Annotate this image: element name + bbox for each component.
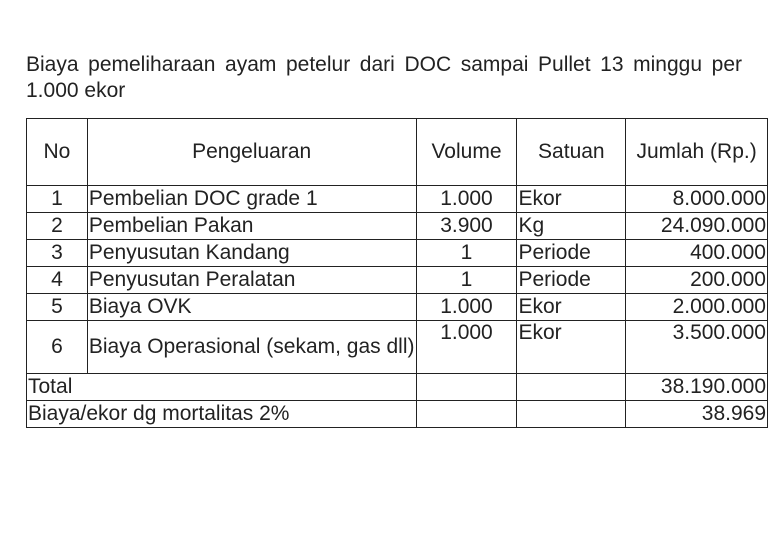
empty-cell [416, 401, 517, 428]
total-jumlah: 38.190.000 [626, 374, 768, 401]
cell-pengeluaran: Biaya Operasional (sekam, gas dll) [87, 321, 416, 374]
cell-volume: 1.000 [416, 186, 517, 213]
cell-no: 3 [27, 240, 88, 267]
cell-pengeluaran: Pembelian DOC grade 1 [87, 186, 416, 213]
per-ekor-label: Biaya/ekor dg mortalitas 2% [27, 401, 417, 428]
cell-no: 5 [27, 294, 88, 321]
cell-satuan: Kg [517, 213, 626, 240]
table-row [27, 186, 768, 213]
cell-satuan: Periode [517, 240, 626, 267]
empty-cell [416, 374, 517, 401]
table-row [27, 267, 768, 294]
table-row [27, 240, 768, 267]
cell-pengeluaran: Penyusutan Kandang [87, 240, 416, 267]
cell-jumlah: 3.500.000 [626, 321, 768, 374]
header-volume: Volume [416, 119, 517, 186]
cell-jumlah: 200.000 [626, 267, 768, 294]
cell-volume: 1 [416, 240, 517, 267]
cell-no: 6 [27, 321, 88, 374]
cost-table [26, 118, 768, 428]
empty-cell [517, 401, 626, 428]
empty-cell [517, 374, 626, 401]
per-ekor-jumlah: 38.969 [626, 401, 768, 428]
cell-pengeluaran: Biaya OVK [87, 294, 416, 321]
cell-volume: 1.000 [416, 294, 517, 321]
cell-jumlah: 24.090.000 [626, 213, 768, 240]
header-pengeluaran: Pengeluaran [87, 119, 416, 186]
header-no: No [27, 119, 88, 186]
cell-volume: 3.900 [416, 213, 517, 240]
table-row [27, 321, 768, 374]
cell-satuan: Ekor [517, 321, 626, 374]
header-row [27, 119, 768, 186]
cell-satuan: Ekor [517, 186, 626, 213]
cell-no: 1 [27, 186, 88, 213]
total-label: Total [27, 374, 417, 401]
header-satuan: Satuan [517, 119, 626, 186]
cell-jumlah: 400.000 [626, 240, 768, 267]
cell-volume: 1 [416, 267, 517, 294]
table-row [27, 294, 768, 321]
cell-satuan: Periode [517, 267, 626, 294]
table-row [27, 213, 768, 240]
cell-jumlah: 8.000.000 [626, 186, 768, 213]
cell-no: 4 [27, 267, 88, 294]
per-ekor-row [27, 401, 768, 428]
cell-no: 2 [27, 213, 88, 240]
table-caption: Biaya pemeliharaan ayam petelur dari DOC sampai Pullet 13 minggu per 1.000 ekor [26, 53, 742, 102]
cell-pengeluaran: Pembelian Pakan [87, 213, 416, 240]
total-row [27, 374, 768, 401]
cell-pengeluaran: Penyusutan Peralatan [87, 267, 416, 294]
header-jumlah: Jumlah (Rp.) [626, 119, 768, 186]
cell-jumlah: 2.000.000 [626, 294, 768, 321]
cell-satuan: Ekor [517, 294, 626, 321]
cell-volume: 1.000 [416, 321, 517, 374]
